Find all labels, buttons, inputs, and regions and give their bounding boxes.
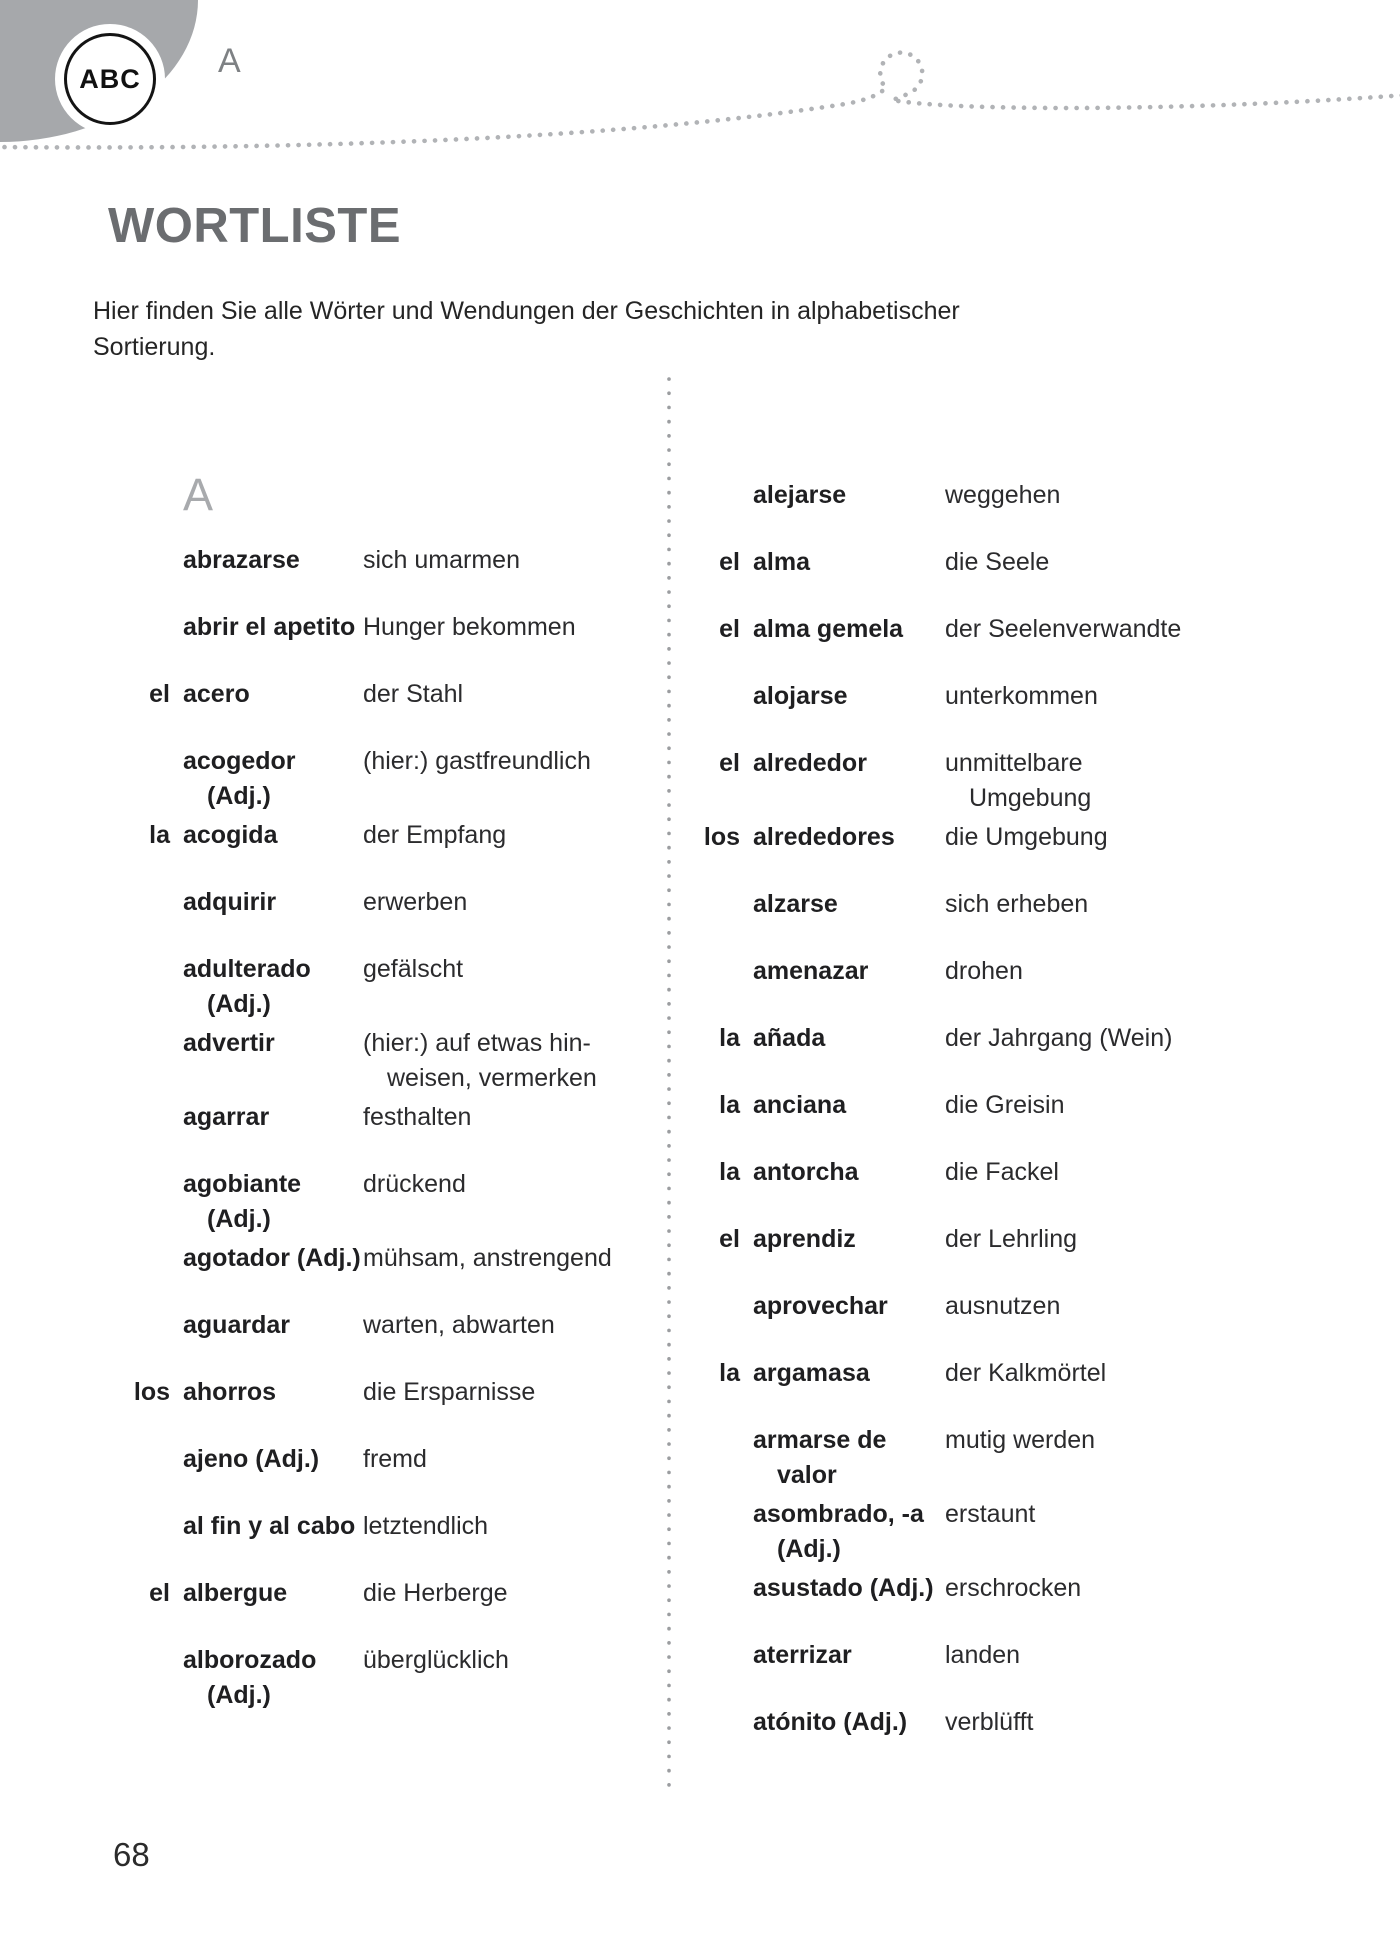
- entry-article: [685, 1423, 740, 1493]
- entry-translation-de-line: der Seelenverwandte: [945, 615, 1182, 643]
- entry-article: [685, 478, 740, 513]
- group-header-letter: A: [183, 469, 214, 520]
- entry-article: [115, 1241, 170, 1276]
- entry-term-es-line: aprovechar: [753, 1292, 888, 1320]
- wordlist-entry: [115, 818, 665, 853]
- entry-article: [115, 610, 170, 645]
- entry-translation-de: [945, 1222, 1342, 1257]
- wordlist-entry: [685, 545, 1342, 580]
- entry-article: [115, 952, 170, 1022]
- entry-translation-de: [363, 543, 665, 578]
- entry-translation-de: [945, 954, 1342, 989]
- entry-term-es: [753, 887, 932, 922]
- wordlist-entry: [115, 1241, 665, 1276]
- entry-term-es-line: anciana: [753, 1091, 847, 1119]
- entry-term-es-line: abrazarse: [183, 546, 300, 574]
- entry-article: [115, 543, 170, 578]
- wordlist-column-left: [115, 470, 665, 1717]
- entry-article: [685, 679, 740, 714]
- entry-term-es-line: agotador (Adj.): [183, 1244, 361, 1272]
- wordlist-entry: [685, 478, 1342, 513]
- entry-translation-de-line: warten, abwarten: [363, 1311, 555, 1339]
- entry-translation-de-line: sich erheben: [945, 890, 1089, 918]
- entry-article: el: [149, 1579, 170, 1607]
- entry-translation-de: [363, 1442, 665, 1477]
- wordlist-entry: [685, 1088, 1342, 1123]
- entry-term-es: [753, 1289, 932, 1324]
- entry-term-es: [753, 820, 932, 855]
- entry-translation-de-line: die Seele: [945, 548, 1050, 576]
- entry-term-es-line: alma gemela: [753, 615, 904, 643]
- entry-term-es: [183, 677, 350, 712]
- entry-translation-de: [363, 1241, 665, 1276]
- entry-term-es-line: (Adj.): [207, 1681, 271, 1709]
- wordlist-entry: [685, 1021, 1342, 1056]
- column-divider: [665, 376, 673, 1806]
- entry-term-es-line: armarse de: [753, 1426, 887, 1454]
- entry-term-es-line: agobiante: [183, 1170, 302, 1198]
- subtitle-line-2: Sortierung.: [93, 333, 216, 361]
- entry-term-es: [753, 1638, 932, 1673]
- entry-term-es: [183, 610, 356, 645]
- entry-translation-de: [945, 746, 1342, 816]
- entry-translation-de-line: weisen, vermerken: [387, 1064, 597, 1092]
- entry-term-es-line: atónito (Adj.): [753, 1708, 908, 1736]
- entry-translation-de: [945, 1155, 1342, 1190]
- entry-translation-de: [945, 820, 1342, 855]
- entry-term-es-line: amenazar: [753, 957, 869, 985]
- entry-translation-de-line: der Kalkmörtel: [945, 1359, 1107, 1387]
- entry-translation-de: [945, 1638, 1342, 1673]
- entry-term-es: [183, 1576, 350, 1611]
- entry-translation-de-line: erstaunt: [945, 1500, 1036, 1528]
- wordlist-entry: [685, 1705, 1342, 1740]
- entry-translation-de-line: die Herberge: [363, 1579, 508, 1607]
- entry-term-es: [183, 952, 350, 1022]
- entry-translation-de: [945, 1289, 1342, 1324]
- wordlist-entry: [115, 1576, 665, 1611]
- entry-translation-de: [945, 1497, 1342, 1567]
- entry-term-es: [753, 1571, 932, 1606]
- entry-article: el: [719, 548, 740, 576]
- entry-term-es: [753, 478, 932, 513]
- entry-translation-de-line: landen: [945, 1641, 1021, 1669]
- entry-translation-de: [363, 677, 665, 712]
- entry-translation-de: [363, 1026, 665, 1096]
- entry-translation-de: [363, 744, 665, 814]
- entry-term-es-line: alrededor: [753, 749, 867, 777]
- entry-article: [685, 887, 740, 922]
- entry-article: [685, 1571, 740, 1606]
- wordlist-entry: [685, 954, 1342, 989]
- entry-translation-de-line: (hier:) auf etwas hin-: [363, 1029, 591, 1057]
- entry-translation-de: [363, 885, 665, 920]
- entry-translation-de: [363, 1308, 665, 1343]
- entry-translation-de-line: der Stahl: [363, 680, 464, 708]
- wordlist-entry: [115, 1167, 665, 1237]
- entry-term-es-line: alejarse: [753, 481, 847, 509]
- entry-term-es-line: (Adj.): [207, 1205, 271, 1233]
- entry-term-es: [183, 1308, 350, 1343]
- entry-translation-de-line: drückend: [363, 1170, 466, 1198]
- entry-article: [115, 1643, 170, 1713]
- entry-translation-de: [945, 1571, 1342, 1606]
- wordlist-entry: [685, 1356, 1342, 1391]
- entry-term-es: [753, 612, 932, 647]
- entry-translation-de: [363, 1100, 665, 1135]
- entries-left: [115, 543, 665, 1713]
- entry-translation-de-line: unterkommen: [945, 682, 1098, 710]
- entry-article: el: [149, 680, 170, 708]
- entry-translation-de: [945, 1705, 1342, 1740]
- entry-term-es-line: alojarse: [753, 682, 848, 710]
- entry-translation-de: [363, 952, 665, 1022]
- entry-term-es-line: valor: [777, 1461, 837, 1489]
- entry-term-es-line: asombrado, -a: [753, 1500, 924, 1528]
- entry-term-es: [753, 1423, 932, 1493]
- entry-term-es-line: adulterado: [183, 955, 311, 983]
- entry-translation-de: [945, 1423, 1342, 1493]
- wordlist-entry: [685, 887, 1342, 922]
- entry-article: [115, 1026, 170, 1096]
- entry-term-es: [753, 1356, 932, 1391]
- entry-translation-de-line: fremd: [363, 1445, 427, 1473]
- entry-article: [685, 954, 740, 989]
- wordlist-entry: [685, 820, 1342, 855]
- entry-term-es-line: ajeno (Adj.): [183, 1445, 320, 1473]
- entry-term-es-line: aterrizar: [753, 1641, 852, 1669]
- entry-translation-de-line: die Umgebung: [945, 823, 1108, 851]
- entry-translation-de-line: verblüfft: [945, 1708, 1034, 1736]
- entry-term-es-line: (Adj.): [207, 782, 271, 810]
- wordlist-entry: [685, 679, 1342, 714]
- wordlist-column-right: [685, 478, 1342, 1772]
- entry-article: el: [719, 1225, 740, 1253]
- entry-term-es-line: añada: [753, 1024, 826, 1052]
- entry-translation-de-line: mutig werden: [945, 1426, 1096, 1454]
- entry-translation-de-line: die Ersparnisse: [363, 1378, 536, 1406]
- entry-translation-de-line: mühsam, anstrengend: [363, 1244, 612, 1272]
- entry-article: la: [719, 1359, 740, 1387]
- wordlist-entry: [115, 1100, 665, 1135]
- entry-term-es-line: alborozado: [183, 1646, 317, 1674]
- entry-term-es: [183, 543, 350, 578]
- entry-article: los: [133, 1378, 170, 1406]
- entry-article: [685, 1705, 740, 1740]
- entry-translation-de-line: der Lehrling: [945, 1225, 1078, 1253]
- entry-term-es-line: alrededores: [753, 823, 895, 851]
- entry-translation-de-line: die Fackel: [945, 1158, 1059, 1186]
- dotted-curve-decoration: [0, 0, 1400, 230]
- entry-translation-de: [363, 1509, 665, 1544]
- entry-term-es-line: antorcha: [753, 1158, 859, 1186]
- entry-article: el: [719, 615, 740, 643]
- entry-translation-de: [363, 1167, 665, 1237]
- wordlist-entry: [685, 1222, 1342, 1257]
- entry-translation-de: [945, 887, 1342, 922]
- wordlist-entry: [115, 543, 665, 578]
- wordlist-entry: [115, 885, 665, 920]
- wordlist-entry: [685, 1289, 1342, 1324]
- entry-translation-de: [945, 1021, 1342, 1056]
- entry-article: [115, 1100, 170, 1135]
- entry-term-es: [183, 1375, 350, 1410]
- entry-term-es: [183, 1241, 361, 1276]
- entry-article: los: [703, 823, 740, 851]
- wordlist-entry: [685, 612, 1342, 647]
- entry-term-es-line: alzarse: [753, 890, 838, 918]
- entry-translation-de: [945, 1356, 1342, 1391]
- entry-article: [115, 1509, 170, 1544]
- entry-translation-de-line: die Greisin: [945, 1091, 1065, 1119]
- entry-term-es: [183, 1643, 350, 1713]
- entry-term-es: [753, 1155, 932, 1190]
- entry-translation-de-line: festhalten: [363, 1103, 472, 1131]
- entry-term-es: [183, 1167, 350, 1237]
- entry-term-es-line: (Adj.): [777, 1535, 841, 1563]
- entry-article: el: [719, 749, 740, 777]
- entry-article: [115, 1442, 170, 1477]
- entry-translation-de: [363, 1375, 665, 1410]
- entry-translation-de-line: letztendlich: [363, 1512, 489, 1540]
- entry-translation-de: [945, 612, 1342, 647]
- wordlist-entry: [685, 746, 1342, 816]
- wordlist-entry: [115, 1026, 665, 1096]
- entry-article: la: [719, 1024, 740, 1052]
- entries-right: [685, 478, 1342, 1740]
- entry-term-es-line: albergue: [183, 1579, 288, 1607]
- entry-term-es: [183, 1100, 350, 1135]
- wordlist-entry: [115, 1442, 665, 1477]
- entry-translation-de-line: gefälscht: [363, 955, 464, 983]
- entry-term-es: [753, 1222, 932, 1257]
- entry-translation-de-line: überglücklich: [363, 1646, 509, 1674]
- entry-translation-de: [945, 478, 1342, 513]
- entry-translation-de-line: erschrocken: [945, 1574, 1082, 1602]
- wordlist-entry: [685, 1423, 1342, 1493]
- wordlist-entry: [685, 1571, 1342, 1606]
- entry-term-es-line: ahorros: [183, 1378, 277, 1406]
- entry-term-es-line: abrir el apetito: [183, 613, 356, 641]
- entry-translation-de: [363, 1643, 665, 1713]
- entry-term-es: [183, 1026, 350, 1096]
- entry-translation-de-line: sich umarmen: [363, 546, 520, 574]
- entry-article: [685, 1497, 740, 1567]
- wordlist-entry: [115, 744, 665, 814]
- entry-term-es: [753, 1705, 932, 1740]
- entry-term-es-line: advertir: [183, 1029, 275, 1057]
- entry-translation-de-line: (hier:) gastfreundlich: [363, 747, 591, 775]
- entry-term-es-line: adquirir: [183, 888, 277, 916]
- section-letter-header: A: [218, 42, 241, 80]
- entry-article: la: [149, 821, 170, 849]
- entry-term-es-line: argamasa: [753, 1359, 870, 1387]
- entry-term-es: [183, 744, 350, 814]
- entry-translation-de: [945, 545, 1342, 580]
- dotted-curve-path: [0, 53, 1400, 148]
- entry-translation-de-line: unmittelbare: [945, 749, 1083, 777]
- page-number: 68: [113, 1836, 150, 1873]
- entry-translation-de: [363, 818, 665, 853]
- wordlist-entry: [115, 1643, 665, 1713]
- entry-term-es: [753, 1021, 932, 1056]
- entry-article: [115, 744, 170, 814]
- entry-article: [115, 885, 170, 920]
- wordlist-entry: [115, 1308, 665, 1343]
- wordlist-entry: [115, 677, 665, 712]
- entry-article: [115, 1308, 170, 1343]
- entry-term-es: [753, 1497, 932, 1567]
- entry-term-es: [753, 545, 932, 580]
- page-subtitle: [93, 293, 960, 365]
- entry-term-es-line: aprendiz: [753, 1225, 856, 1253]
- wordlist-entry: [685, 1638, 1342, 1673]
- entry-term-es-line: acogida: [183, 821, 278, 849]
- entry-term-es: [753, 954, 932, 989]
- page-title: WORTLISTE: [108, 199, 402, 253]
- entry-translation-de: [363, 610, 665, 645]
- abc-badge-label: ABC: [79, 63, 141, 94]
- wordlist-entry: [685, 1155, 1342, 1190]
- entry-term-es-line: acogedor: [183, 747, 296, 775]
- entry-translation-de-line: drohen: [945, 957, 1023, 985]
- entry-term-es-line: alma: [753, 548, 810, 576]
- wordlist-entry: [115, 1375, 665, 1410]
- wordlist-entry: [685, 1497, 1342, 1567]
- entry-article: [115, 1167, 170, 1237]
- entry-article: [685, 1638, 740, 1673]
- wordlist-entry: [115, 952, 665, 1022]
- entry-translation-de: [363, 1576, 665, 1611]
- entry-term-es: [183, 818, 350, 853]
- entry-article: la: [719, 1091, 740, 1119]
- subtitle-line-1: Hier finden Sie alle Wörter und Wendungen der Geschichten in alphabetischer: [93, 297, 960, 325]
- entry-translation-de-line: ausnutzen: [945, 1292, 1061, 1320]
- entry-term-es: [753, 746, 932, 816]
- entry-term-es: [753, 1088, 932, 1123]
- entry-translation-de-line: Umgebung: [969, 784, 1092, 812]
- wordlist-entry: [115, 1509, 665, 1544]
- entry-term-es-line: (Adj.): [207, 990, 271, 1018]
- entry-article: la: [719, 1158, 740, 1186]
- abc-badge: [64, 33, 156, 125]
- entry-article: [685, 1289, 740, 1324]
- entry-translation-de-line: erwerben: [363, 888, 468, 916]
- entry-translation-de: [945, 679, 1342, 714]
- entry-translation-de: [945, 1088, 1342, 1123]
- entry-translation-de-line: Hunger bekommen: [363, 613, 576, 641]
- entry-translation-de-line: der Jahrgang (Wein): [945, 1024, 1173, 1052]
- entry-term-es: [183, 1509, 356, 1544]
- entry-translation-de-line: weggehen: [945, 481, 1061, 509]
- entry-term-es: [183, 885, 350, 920]
- entry-translation-de-line: der Empfang: [363, 821, 507, 849]
- entry-term-es: [753, 679, 932, 714]
- entry-term-es-line: agarrar: [183, 1103, 270, 1131]
- entry-term-es-line: acero: [183, 680, 250, 708]
- entry-term-es-line: aguardar: [183, 1311, 290, 1339]
- entry-term-es-line: al fin y al cabo: [183, 1512, 356, 1540]
- wordlist-entry: [115, 610, 665, 645]
- entry-term-es-line: asustado (Adj.): [753, 1574, 934, 1602]
- entry-term-es: [183, 1442, 350, 1477]
